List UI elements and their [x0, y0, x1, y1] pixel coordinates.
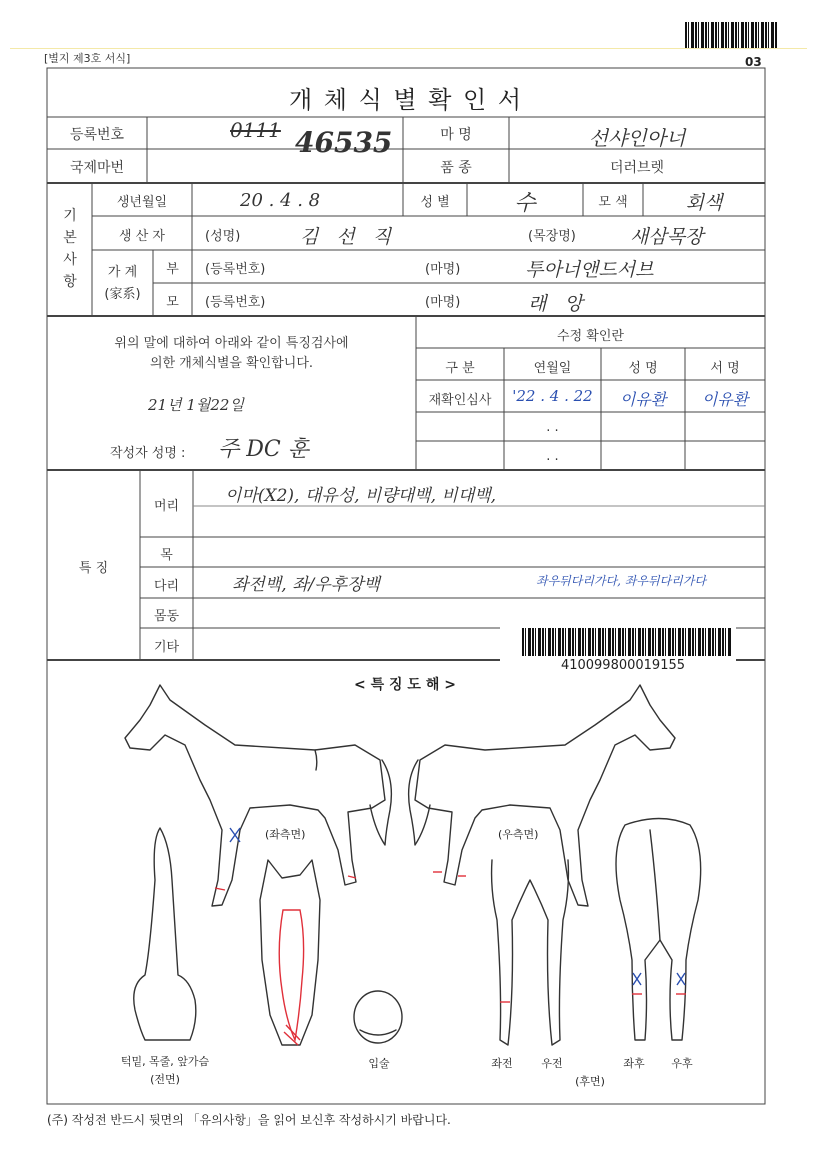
feature-label-legs: 다리 — [153, 579, 180, 594]
sire-label: 부 — [166, 262, 179, 277]
farm-value: 새삼목장 — [630, 226, 704, 248]
form-title: 개 체 식 별 확 인 서 — [288, 86, 524, 114]
rear-view-horse — [616, 819, 701, 1041]
revision-row-name: 이유환 — [619, 390, 667, 409]
producer-name-label: (성명) — [205, 229, 241, 244]
front-legs-view — [492, 860, 569, 1045]
revision-header-type: 구 분 — [445, 361, 475, 376]
farm-label: (목장명) — [528, 229, 576, 244]
revision-row-type: 재확인심사 — [428, 393, 492, 408]
coat-label: 모 색 — [598, 195, 628, 210]
feature-label-head: 머리 — [153, 499, 180, 514]
sire-reg-label: (등록번호) — [205, 262, 266, 277]
form-code: [별지 제3호 서식] — [44, 52, 131, 65]
writer-label: 작성자 성명 : — [110, 446, 186, 461]
writer-value: 주 DC 훈 — [218, 437, 309, 462]
coat-value: 회색 — [685, 192, 723, 214]
left-side-horse — [125, 685, 391, 906]
side-char: 항 — [63, 274, 77, 290]
lips-view — [354, 991, 402, 1043]
lineage-label-text: 가 계 — [107, 265, 138, 280]
statement-line2: 의한 개체식별을 확인합니다. — [149, 356, 314, 371]
left-front-label: 좌전 — [491, 1057, 513, 1070]
sex-label: 성 별 — [420, 195, 450, 210]
revision-row-date: '22 . 4 . 22 — [512, 387, 593, 405]
sex-value: 수 — [514, 191, 536, 216]
horse-name-value: 선샤인아너 — [588, 126, 686, 150]
reg-no-label: 등록번호 — [69, 127, 125, 143]
dam-label: 모 — [166, 295, 179, 310]
head-front-view — [260, 860, 320, 1045]
side-char: 본 — [63, 230, 77, 246]
feature-barcode-number: 410099800019155 — [560, 658, 686, 673]
horse-name-label: 마 명 — [440, 127, 472, 143]
lips-label: 입술 — [368, 1057, 390, 1070]
feature-label-other: 기타 — [153, 640, 180, 655]
feature-label-body: 몸동 — [153, 609, 180, 624]
reg-no-crossed: 0111 — [230, 118, 281, 142]
sire-name-value: 투아너앤드서브 — [525, 259, 654, 281]
feature-extra-legs: 좌우뒤다리가다, 좌우뒤다리가다 — [536, 574, 706, 588]
right-hind-label: 우후 — [671, 1057, 693, 1070]
birth-value: 20 . 4 . 8 — [240, 190, 321, 211]
dam-name-value: 래 앙 — [528, 293, 589, 315]
side-char: 사 — [63, 252, 77, 268]
intl-no-label: 국제마번 — [69, 160, 125, 176]
feature-label-neck: 목 — [160, 548, 173, 563]
features-side-label: 특 징 — [78, 561, 109, 576]
revision-header-name: 성 명 — [628, 361, 658, 376]
revision-title: 수정 확인란 — [557, 329, 624, 344]
revision-row-sign: 이유환 — [701, 390, 749, 409]
breed-value: 더러브렛 — [609, 160, 665, 176]
revision-header-sign: 서 명 — [710, 361, 740, 376]
feature-value-legs: 좌전백, 좌/우후장백 — [232, 575, 380, 595]
statement-line1: 위의 말에 대하여 아래와 같이 특징검사에 — [114, 336, 349, 351]
revision-header-date: 연월일 — [533, 361, 572, 376]
rear-label: (후면) — [575, 1075, 605, 1088]
breed-label: 품 종 — [440, 160, 472, 176]
confirmation-date: 21년 1월22일 — [148, 396, 244, 414]
feature-value-head: 이마(X2), 대유성, 비량대백, 비대백, — [225, 486, 497, 506]
right-side-label: (우측면) — [498, 828, 539, 841]
front-label-2: (전면) — [150, 1073, 180, 1086]
sire-name-label: (마명) — [425, 262, 461, 277]
lineage-hanja: (家系) — [104, 287, 141, 302]
revision-row-date: . . — [546, 449, 559, 464]
producer-label: 생 산 자 — [119, 229, 165, 244]
left-side-label: (좌측면) — [265, 828, 306, 841]
reg-no-value: 46535 — [295, 126, 393, 159]
dam-name-label: (마명) — [425, 295, 461, 310]
producer-name-value: 김 선 직 — [300, 226, 398, 248]
left-hind-label: 좌후 — [623, 1057, 645, 1070]
front-view-horse — [134, 828, 196, 1040]
revision-row-date: . . — [546, 420, 559, 435]
side-char: 기 — [63, 208, 77, 224]
diagram-title: < 특 징 도 해 > — [354, 677, 456, 693]
right-front-label: 우전 — [541, 1057, 563, 1070]
footer-note: (주) 작성전 반드시 뒷면의 「유의사항」을 읽어 보신후 작성하시기 바랍니다. — [47, 1113, 451, 1127]
right-side-horse — [409, 685, 675, 906]
birth-label: 생년월일 — [116, 195, 168, 210]
dam-reg-label: (등록번호) — [205, 295, 266, 310]
front-label-1: 턱밑, 목줄, 앞가슴 — [120, 1055, 210, 1068]
page-number: 03 — [745, 55, 762, 69]
